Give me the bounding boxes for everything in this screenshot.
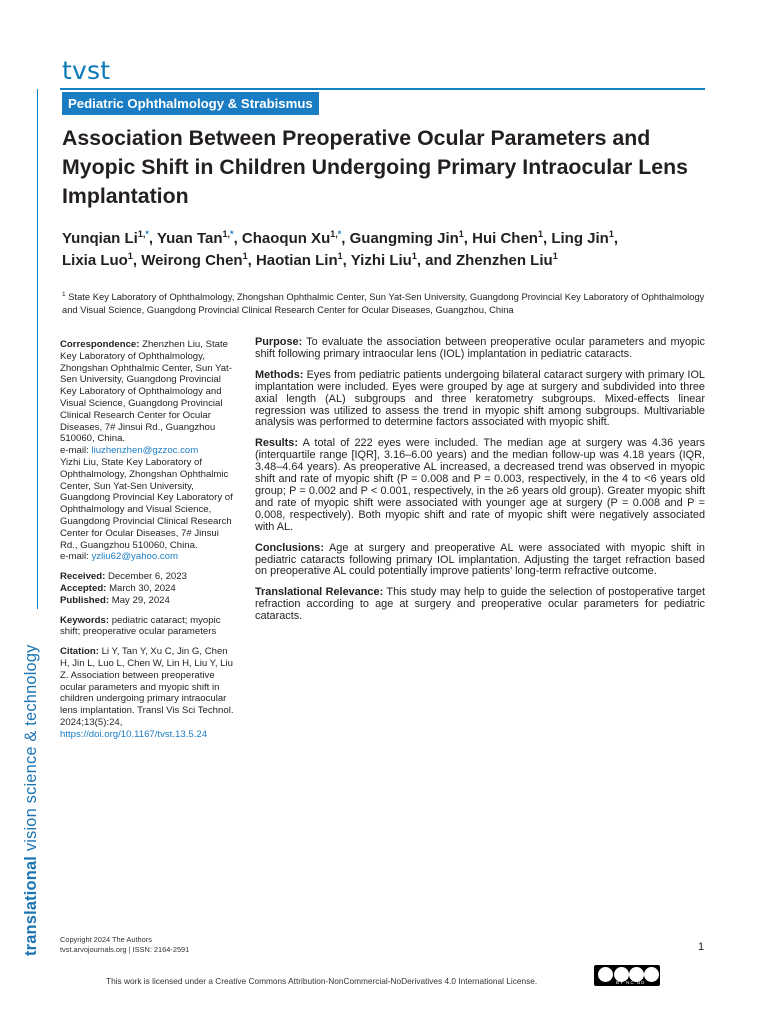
author-affiliation-marker	[412, 251, 417, 261]
author-affiliation-number: 1	[127, 250, 133, 261]
equal-contribution-marker: *	[337, 229, 342, 239]
author-affiliation-marker	[243, 251, 248, 261]
author-affiliation-number: 1,	[222, 229, 231, 239]
author-list	[62, 228, 712, 271]
author-affiliation-number: 1	[608, 229, 614, 239]
section-badge: Pediatric Ophthalmology & Strabismus	[62, 92, 319, 115]
page-number: 1	[698, 941, 705, 953]
email-link-1[interactable]: liuzhenzhen@gzzoc.com	[91, 445, 199, 457]
abstract	[255, 337, 705, 632]
methods-label: Methods:	[255, 368, 304, 381]
cc-icon	[598, 967, 613, 982]
cc-badge-text: BY NC ND	[616, 980, 646, 985]
author-entry: Ling Jin$^1$,	[551, 229, 619, 247]
author-entry: Lixia Luo$^1$,	[62, 250, 142, 269]
affiliation-marker: 1	[62, 290, 66, 298]
sidebar-info	[60, 339, 236, 749]
email-link-2[interactable]: yzliu62@yahoo.com	[91, 551, 178, 563]
copyright-block	[60, 935, 189, 955]
affiliation	[62, 291, 710, 316]
vertical-journal-bold: translational	[22, 855, 40, 956]
affiliation-text: State Key Laboratory of Ophthalmology, Zhongshan Ophthalmic Center, Sun Yat-Sen University, Guangdong Provincial Key Laboratory of Ophthalmology and Visual Science, Guangdong Provincial Clinical Research Center for Ocular Diseases, Guangzhou, China	[62, 291, 705, 315]
author-name: Lixia Luo	[62, 251, 128, 269]
author-name: Yunqian Li	[62, 230, 138, 247]
citation-block	[60, 646, 236, 740]
site-issn: tvst.arvojournals.org | ISSN: 2164-2591	[60, 945, 190, 954]
email-label-1: e-mail:	[60, 445, 92, 457]
author-affiliation-number: 1	[242, 250, 248, 261]
journal-logo: tvst	[62, 56, 111, 85]
correspondence-1: Zhenzhen Liu, State Key Laboratory of Ophthalmology, Zhongshan Ophthalmic Center, Sun Yat-Sen University, Guangdong Provincial Key Laboratory of Ophthalmology and Visual Science, Guangdong Provincial Clinical Research Center for Ocular Diseases, 7# Jinsui Rd., Guangzhou 510060, China.	[60, 339, 232, 445]
keywords-block	[60, 615, 236, 639]
keywords-label: Keywords:	[60, 614, 110, 626]
conclusions-text: Age at surgery and preoperative AL were associated with myopic shift in pediatric cataracts following primary IOL implantation. Adjusting the target refraction based on preoperative AL could potentially improve patients’ long-term refractive outcome.	[255, 541, 705, 578]
purpose-label: Purpose:	[255, 336, 303, 348]
nd-icon	[644, 967, 659, 982]
methods-paragraph	[255, 370, 705, 430]
author-affiliation-number: 1	[337, 250, 343, 261]
author-name: Weirong Chen	[141, 251, 243, 269]
author-affiliation-marker	[138, 229, 149, 239]
author-entry	[456, 252, 558, 269]
relevance-text: This study may help to guide the selection of postoperative target refraction according to age at surgery and preoperative ocular parameters for pediatric cataracts.	[255, 586, 705, 623]
accepted-label: Accepted:	[60, 582, 107, 594]
conclusions-label: Conclusions:	[255, 541, 324, 554]
author-affiliation-marker	[338, 251, 343, 261]
license-text: This work is licensed under a Creative Commons Attribution-NonCommercial-NoDerivatives 4.0 International License.	[106, 976, 538, 986]
citation-label: Citation:	[60, 646, 99, 658]
header-rule	[60, 88, 705, 90]
author-entry: Weirong Chen$^1$,	[141, 250, 256, 269]
email-label-2: e-mail:	[60, 551, 92, 563]
author-affiliation-marker	[609, 229, 614, 239]
correspondence-label: Correspondence:	[60, 339, 140, 350]
doi-link[interactable]: https://doi.org/10.1167/tvst.13.5.24	[60, 728, 208, 740]
author-affiliation-marker	[330, 229, 341, 239]
results-text: A total of 222 eyes were included. The median age at surgery was 4.36 years (interquartile range [IQR], 3.16–6.00 years) and the median follow-up was 4.18 years (IQR, 3.48–4.64 years). As preoperative AL increased, a decreased trend was observed in myopic shift and rate of myopic shift (P = 0.008 and P = 0.003, respectively, in the 4 to <6 years old group; P = 0.002 and P < 0.001, respectively, in the ≥6 years old group). Greater myopic shift and rate of myopic shift were associated with younger age at surgery (P = 0.008 and P = 0.008, respectively). Both myopic shift and rate of myopic shift were negatively associated with AL.	[255, 437, 705, 533]
equal-contribution-marker: *	[230, 229, 234, 239]
author-entry: Yuan Tan$^{1,*}$,	[156, 229, 242, 247]
author-affiliation-marker	[459, 229, 464, 239]
author-affiliation-marker	[538, 229, 543, 239]
published-date: May 29, 2024	[111, 594, 170, 606]
copyright-text: Copyright 2024 The Authors	[60, 935, 152, 944]
purpose-text: To evaluate the association between preoperative ocular parameters and myopic shift following primary intraocular lens (IOL) implantation in pediatric cataracts.	[255, 336, 705, 360]
results-label: Results:	[255, 437, 298, 450]
author-affiliation-number: 1,	[137, 229, 146, 239]
correspondence-2: Yizhi Liu, State Key Laboratory of Ophthalmology, Zhongshan Ophthalmic Center, Sun Yat-Sen University, Guangdong Provincial Key Laboratory of Ophthalmology and Visual Science, Guangdong Provincial Clinical Research Center for Ocular Diseases, 7# Jinsui Rd., Guangzhou 510060, China.	[60, 456, 233, 551]
received-label: Received:	[60, 571, 106, 583]
author-entry: Chaoqun $Xu^{1,*}$,	[241, 229, 350, 247]
relevance-label: Translational Relevance:	[255, 586, 384, 599]
article-title: Association Between Preoperative Ocular Parameters and Myopic Shift in Children Undergoing Primary Intraocular Lens Implantation	[62, 126, 688, 208]
published-label: Published:	[60, 594, 110, 606]
cc-license-badge[interactable]	[594, 965, 660, 986]
author-entry: Yunqian $Li^{1,*}$,	[62, 229, 157, 247]
left-margin-rule	[37, 89, 38, 609]
author-affiliation-marker	[223, 229, 234, 239]
methods-text: Eyes from pediatric patients undergoing bilateral cataract surgery with primary IOL implantation were included. Eyes were grouped by age at surgery and subdivided into three axial length (AL) subgroups and three keratometry subgroups. Mixed-effects linear regression was utilized to assess the trend in myopic shift among subgroups. Multivariable analysis was performed to determine factors associated with myopic shift.	[255, 368, 705, 429]
citation-text: Li Y, Tan Y, Xu C, Jin G, Chen H, Jin L, Luo L, Chen W, Lin H, Liu Y, Liu Z. Association between preoperative ocular parameters and myopic shift in children undergoing primary intraocular lens implantation. Transl Vis Sci Technol. 2024;13(5):24,	[60, 646, 234, 728]
author-affiliation-number: 1	[552, 250, 558, 261]
author-affiliation-number: 1,	[330, 229, 338, 239]
author-entry: Haotian Lin$^1$,	[255, 250, 351, 269]
equal-contribution-marker: *	[145, 229, 149, 239]
dates-block	[60, 571, 236, 606]
conclusions-paragraph	[255, 543, 705, 579]
author-name: Yizhi Liu	[350, 251, 412, 269]
vertical-journal-name	[22, 644, 41, 956]
author-affiliation-number: 1	[537, 229, 543, 239]
author-affiliation-number: 1	[458, 229, 464, 239]
author-name: Yuan Tan	[156, 230, 223, 247]
author-affiliation-marker	[553, 251, 558, 261]
author-affiliation-marker	[128, 251, 133, 261]
received-date: December 6, 2023	[108, 571, 187, 583]
author-name: Zhenzhen Liu	[456, 251, 553, 269]
correspondence-block	[60, 339, 236, 563]
author-entry: Hui Chen$^1$,	[472, 229, 552, 247]
author-name: Guangming Jin	[349, 230, 459, 247]
author-name: Haotian Lin	[255, 251, 338, 269]
keywords-text: pediatric cataract; myopic shift; preoperative ocular parameters	[60, 614, 221, 638]
purpose-paragraph	[255, 337, 705, 361]
accepted-date: March 30, 2024	[109, 582, 176, 594]
author-affiliation-number: 1	[411, 250, 417, 261]
results-paragraph	[255, 438, 705, 533]
author-entry: Yizhi Liu$^1$, and	[350, 250, 457, 269]
author-name: Chaoqun Xu	[241, 230, 331, 247]
author-name: Ling Jin	[551, 230, 609, 247]
author-entry: Guangming Jin$^1$,	[349, 229, 473, 247]
relevance-paragraph	[255, 587, 705, 623]
author-name: Hui Chen	[472, 230, 538, 247]
vertical-journal-rest: vision science & technology	[22, 644, 40, 856]
